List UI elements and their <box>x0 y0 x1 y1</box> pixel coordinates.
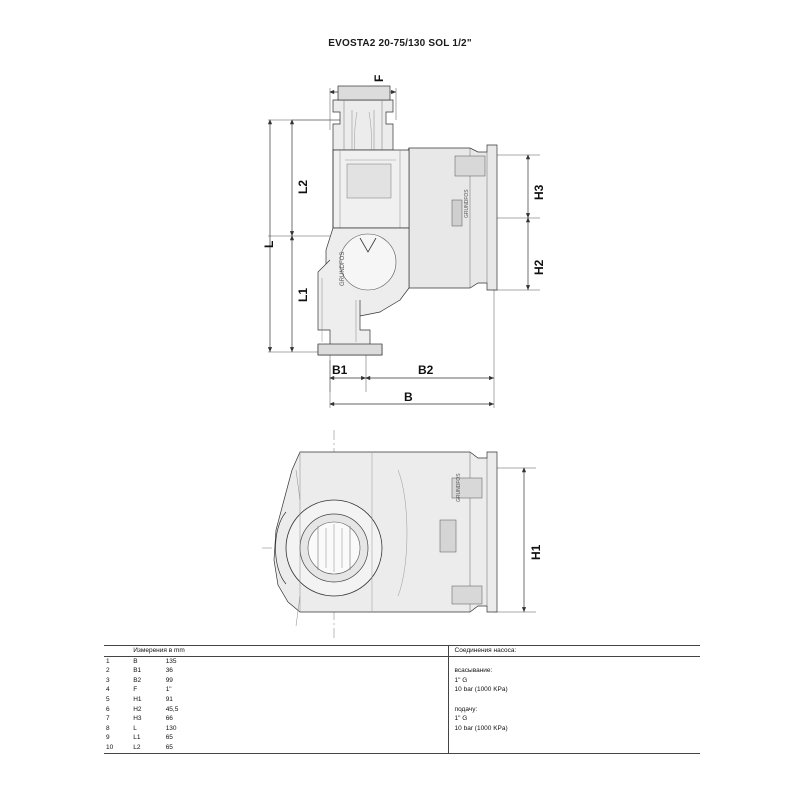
row-extra-3 <box>322 743 385 753</box>
row-value: 66 <box>165 715 173 723</box>
row-connection <box>448 695 700 705</box>
row-symbol: H3 <box>133 715 142 723</box>
row-value: 65 <box>164 743 196 753</box>
row-connection: подачу: <box>448 705 700 715</box>
row-extra-2 <box>259 676 322 686</box>
table-row <box>104 676 700 686</box>
dim-label-H2: H2 <box>532 259 546 275</box>
row-extra-2 <box>259 724 322 734</box>
row-extra-2 <box>259 695 322 705</box>
header-blank-1 <box>196 646 259 657</box>
row-extra-4 <box>385 743 448 753</box>
row-value: 135 <box>165 657 177 665</box>
row-extra-3 <box>322 714 385 724</box>
table-row <box>104 705 700 715</box>
table-row <box>104 666 700 676</box>
row-extra-2 <box>259 685 322 695</box>
row-extra-4 <box>385 695 448 705</box>
header-connections: Соединения насоса: <box>448 646 700 657</box>
row-extra-4 <box>385 705 448 715</box>
row-index: 8 <box>106 724 110 732</box>
dimensions-table <box>104 645 700 754</box>
row-extra-1 <box>196 676 259 686</box>
row-index: 3 <box>106 676 110 684</box>
dim-label-L1: L1 <box>296 287 310 302</box>
table-row <box>104 695 700 705</box>
row-extra-3 <box>322 724 385 734</box>
row-extra-3 <box>322 656 385 666</box>
row-symbol: L2 <box>131 743 163 753</box>
dim-label-H1: H1 <box>529 544 543 560</box>
row-symbol: L <box>133 724 137 732</box>
row-extra-2 <box>259 666 322 676</box>
row-extra-1 <box>196 695 259 705</box>
row-connection: 10 bar (1000 KPa) <box>448 724 700 734</box>
table-header-row <box>104 646 700 657</box>
row-value: 45,5 <box>165 705 179 713</box>
row-extra-1 <box>196 685 259 695</box>
row-connection <box>448 743 700 753</box>
row-extra-4 <box>385 714 448 724</box>
table-row <box>104 714 700 724</box>
row-extra-3 <box>322 666 385 676</box>
row-extra-4 <box>385 724 448 734</box>
header-blank-2 <box>259 646 322 657</box>
table-row <box>104 724 700 734</box>
row-symbol: L1 <box>133 734 141 742</box>
table-row <box>104 656 700 666</box>
row-extra-1 <box>196 714 259 724</box>
specifications-table <box>104 645 700 767</box>
row-extra-1 <box>196 743 259 753</box>
row-extra-2 <box>259 705 322 715</box>
header-index <box>104 646 131 657</box>
row-value: 65 <box>165 734 173 742</box>
row-connection: 10 bar (1000 KPa) <box>448 685 700 695</box>
dim-label-B1: B1 <box>332 363 348 377</box>
row-extra-4 <box>385 666 448 676</box>
brand-text-front: GRUNDFOS <box>340 251 346 286</box>
row-symbol: B2 <box>133 676 142 684</box>
table-row <box>104 743 700 753</box>
row-extra-3 <box>322 695 385 705</box>
row-symbol: F <box>133 686 138 694</box>
dim-label-B: B <box>404 390 413 404</box>
row-extra-1 <box>196 705 259 715</box>
row-index: 9 <box>106 734 110 742</box>
row-value: 91 <box>165 695 173 703</box>
row-value: 36 <box>165 667 173 675</box>
row-extra-1 <box>196 733 259 743</box>
row-extra-4 <box>385 685 448 695</box>
row-index: 2 <box>106 667 110 675</box>
row-extra-4 <box>385 733 448 743</box>
table-row <box>104 685 700 695</box>
row-extra-4 <box>385 656 448 666</box>
row-value: 130 <box>165 724 177 732</box>
header-measure: Измерения в mm <box>131 646 196 657</box>
row-index: 7 <box>106 715 110 723</box>
row-connection: 1" G <box>448 676 700 686</box>
row-index: 4 <box>106 686 110 694</box>
row-extra-2 <box>259 714 322 724</box>
dim-label-H3: H3 <box>532 184 546 200</box>
row-symbol: B <box>133 657 138 665</box>
row-value: 1" <box>165 686 172 694</box>
dim-label-B2: B2 <box>418 363 434 377</box>
row-connection <box>448 656 700 666</box>
row-index: 1 <box>106 657 110 665</box>
row-index: 5 <box>106 695 110 703</box>
page-title: EVOSTA2 20-75/130 SOL 1/2" <box>328 38 472 49</box>
dim-label-F: F <box>372 74 386 82</box>
row-extra-2 <box>259 656 322 666</box>
row-extra-3 <box>322 685 385 695</box>
row-value: 99 <box>165 676 173 684</box>
brand-text-side: GRUNDFOS <box>464 189 470 218</box>
row-connection <box>448 733 700 743</box>
row-index: 6 <box>106 705 110 713</box>
row-extra-3 <box>322 705 385 715</box>
row-extra-4 <box>385 676 448 686</box>
row-symbol: H1 <box>133 695 142 703</box>
row-symbol: B1 <box>133 667 142 675</box>
row-connection: всасывание: <box>448 666 700 676</box>
row-extra-2 <box>259 733 322 743</box>
row-symbol: H2 <box>133 705 142 713</box>
row-extra-1 <box>196 656 259 666</box>
row-connection: 1" G <box>448 714 700 724</box>
table-row <box>104 733 700 743</box>
dim-label-L: L <box>262 240 276 248</box>
row-extra-3 <box>322 733 385 743</box>
row-extra-1 <box>196 724 259 734</box>
row-extra-3 <box>322 676 385 686</box>
row-extra-2 <box>259 743 322 753</box>
header-blank-4 <box>385 646 448 657</box>
row-index: 10 <box>104 743 131 753</box>
row-extra-1 <box>196 666 259 676</box>
brand-text-bottom: GRUNDFOS <box>456 473 462 502</box>
header-blank-3 <box>322 646 385 657</box>
dim-label-L2: L2 <box>296 179 310 194</box>
